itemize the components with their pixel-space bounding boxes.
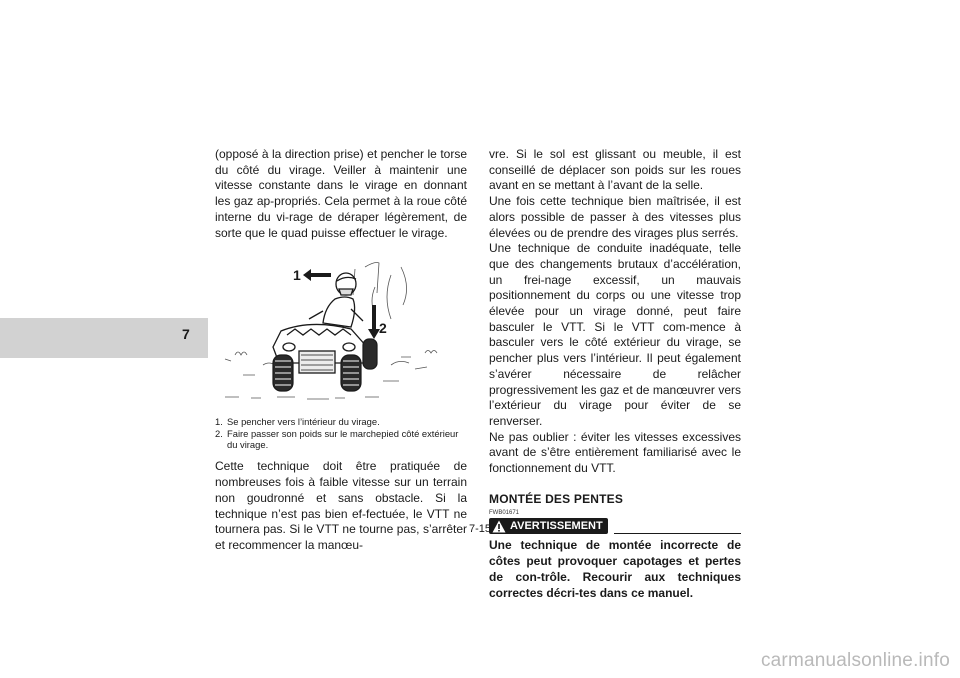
reference-code: FWB01671 [489,510,520,517]
chapter-number: 7 [182,326,190,342]
arrow-1-icon [303,269,331,281]
caption-item [215,428,467,451]
paragraph-2: Une fois cette technique bien maîtrisée, il est alors possible de passer à des vitesses plus élevées ou de prendre des virages plus serrés. [489,194,741,240]
atv-turning-figure [215,247,467,413]
warning-rule [614,532,741,534]
caption-text: Faire passer son poids sur le marchepied côté extérieur du virage. [227,427,459,451]
warning-label: AVERTISSEMENT [510,519,603,532]
figure-label-2: 2 [379,320,387,337]
paragraph-3: Une technique de conduite inadéquate, telle que des changements brutaux d’accélération, un frei-nage excessif, un mauvais positionnement du corps ou une vitesse trop élevée pour un virage donné, peut faire basculer le VTT. Si le VTT com-mence à basculer vers le côté extérieur du virage, se pencher plus vers l’intérieur. Il peut également s’avérer nécessaire de relâcher progressivement les gaz et de manœuvrer vers l’extérieur du virage pour éviter de se renverser. [489,241,741,428]
section-title: MONTÉE DES PENTES [489,491,624,506]
paragraph-1: vre. Si le sol est glissant ou meuble, il est conseillé de déplacer son poids sur les roues avant en se mettant à l’avant de la selle. [489,147,741,193]
page-number: 7-15 [468,523,492,535]
warning-badge [489,518,608,534]
paragraph-4: Ne pas oublier : éviter les vitesses excessives avant de s’être entièrement familiarisé avec le fonctionnement du VTT. [489,429,741,476]
warning-header [489,518,741,534]
intro-paragraph: (opposé à la direction prise) et pencher le torse du côté du virage. Veiller à maintenir une vitesse constante dans le virage en donnant les gaz ap-propriés. Cela permet à la roue côté interne du vi-rage de déraper légèrement, de sorte que le quad puisse effectuer le virage. [215,147,467,240]
right-column [489,147,741,601]
figure-label-1: 1 [293,267,301,284]
caption-number: 1. [215,416,223,428]
chapter-tab [0,318,208,358]
warning-text: Une technique de montée incorrecte de côtes peut provoquer capotages et pertes de con-trôle. Recourir aux techniques correctes décri-tes dans ce manuel. [489,538,741,600]
atv-illustration [215,247,467,413]
watermark: carmanualsonline.info [760,650,950,671]
body-paragraph: Cette technique doit être pratiquée de nombreuses fois à faible vitesse sur un terrain non goudronné et sans obstacle. Si la technique n’est pas bien ef-fectuée, le VTT ne tournera pas. Si le VTT ne tourne pas, s’arrêter et recommencer la manœu- [215,459,467,552]
caption-text: Se pencher vers l’intérieur du virage. [227,416,380,428]
figure-captions [215,416,467,450]
caption-number: 2. [215,427,223,439]
caption-item [215,416,467,427]
left-column [215,147,467,554]
